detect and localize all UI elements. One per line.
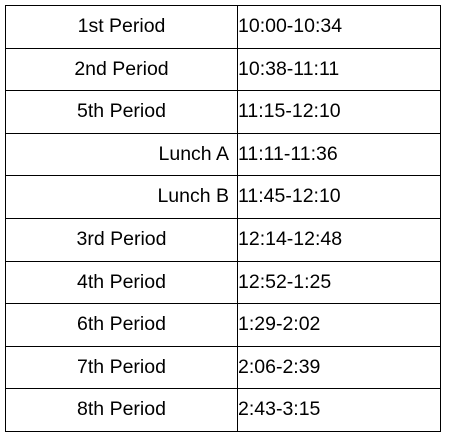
time-cell: 10:38-11:11	[238, 48, 441, 91]
period-cell: 2nd Period	[6, 48, 238, 91]
time-cell: 2:06-2:39	[238, 346, 441, 389]
schedule-row	[6, 218, 441, 261]
period-cell: 5th Period	[6, 91, 238, 134]
period-cell: Lunch B	[6, 176, 238, 219]
time-cell: 12:14-12:48	[238, 218, 441, 261]
period-cell: Lunch A	[6, 133, 238, 176]
time-cell: 1:29-2:02	[238, 304, 441, 347]
schedule-row	[6, 133, 441, 176]
period-cell: 8th Period	[6, 389, 238, 432]
schedule-row	[6, 48, 441, 91]
period-cell: 4th Period	[6, 261, 238, 304]
schedule-table	[5, 5, 441, 432]
schedule-row	[6, 176, 441, 219]
schedule-row	[6, 304, 441, 347]
period-cell: 7th Period	[6, 346, 238, 389]
schedule-row	[6, 346, 441, 389]
time-cell: 11:15-12:10	[238, 91, 441, 134]
time-cell: 12:52-1:25	[238, 261, 441, 304]
schedule-row	[6, 91, 441, 134]
time-cell: 10:00-10:34	[238, 6, 441, 49]
period-cell: 1st Period	[6, 6, 238, 49]
schedule-row	[6, 6, 441, 49]
schedule-body	[6, 6, 441, 432]
time-cell: 2:43-3:15	[238, 389, 441, 432]
schedule-row	[6, 389, 441, 432]
period-cell: 6th Period	[6, 304, 238, 347]
period-cell: 3rd Period	[6, 218, 238, 261]
time-cell: 11:11-11:36	[238, 133, 441, 176]
time-cell: 11:45-12:10	[238, 176, 441, 219]
schedule-row	[6, 261, 441, 304]
